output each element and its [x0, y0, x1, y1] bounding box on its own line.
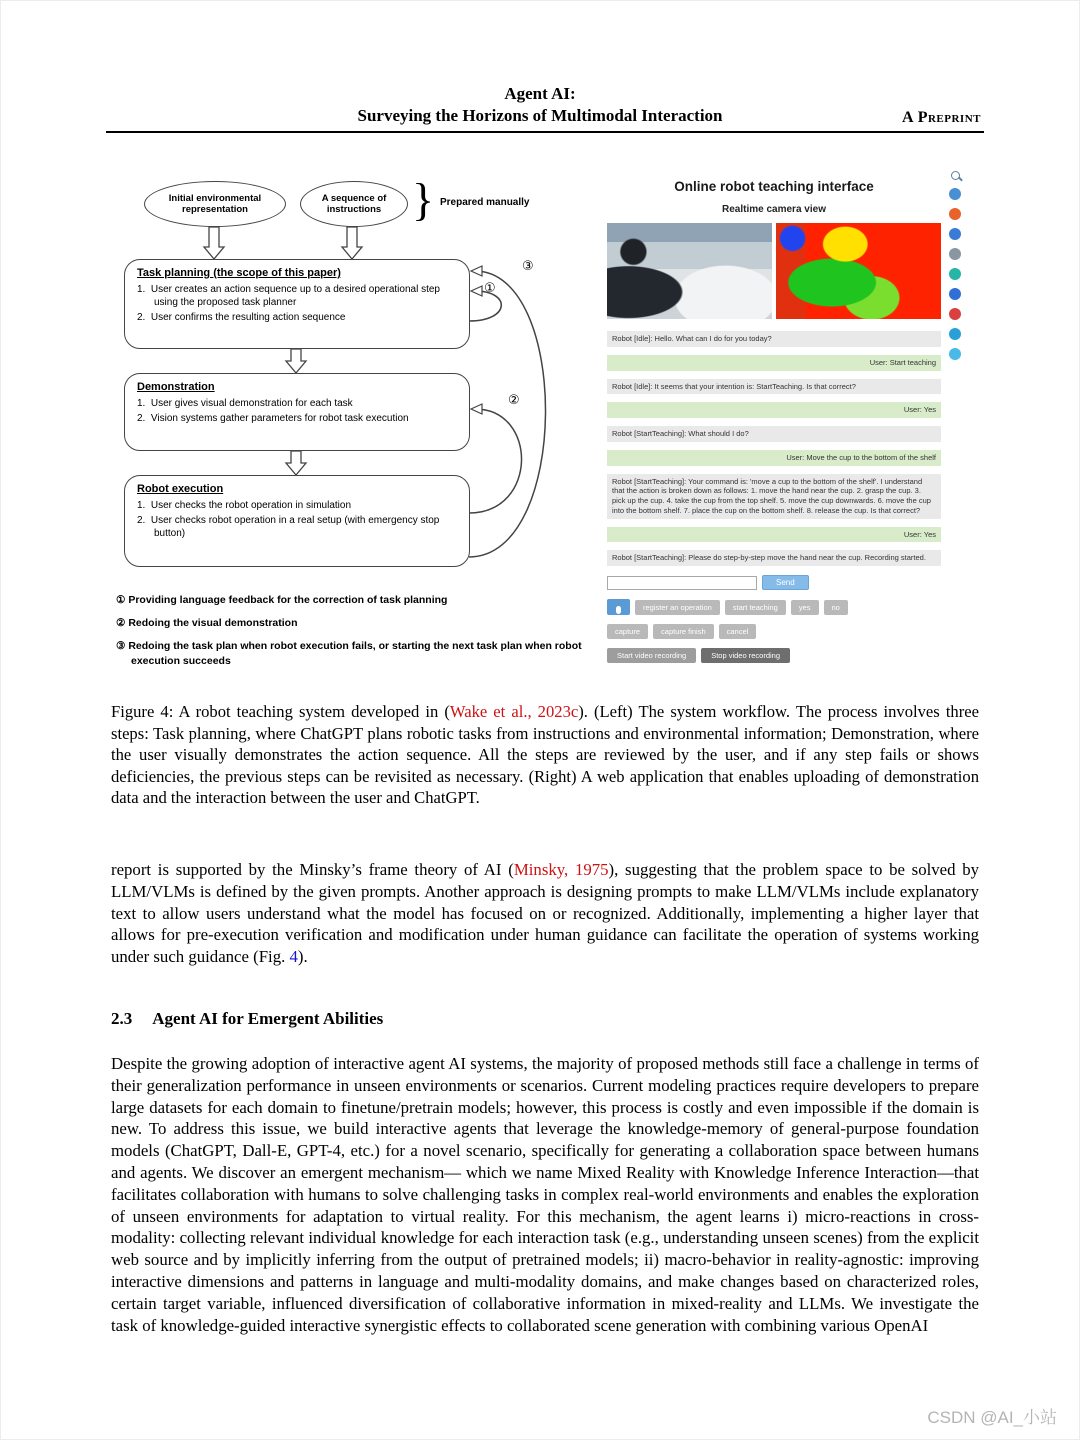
user-message: User: Yes [607, 402, 941, 418]
share-icon-7[interactable] [949, 308, 961, 320]
loop-label-2: ② [508, 393, 520, 408]
camera-views [607, 223, 941, 319]
user-message: User: Start teaching [607, 355, 941, 371]
register-operation-button[interactable]: register an operation [635, 600, 720, 615]
share-toolbar [945, 171, 965, 360]
demonstration-box [124, 373, 470, 451]
robot-execution-title: Robot execution [137, 483, 224, 495]
share-icon-3[interactable] [949, 228, 961, 240]
loop-label-3: ③ [522, 259, 534, 274]
demonstration-title: Demonstration [137, 381, 215, 393]
user-message: User: Yes [607, 527, 941, 543]
stop-video-recording-button[interactable]: Stop video recording [701, 648, 790, 663]
caption-text: ). (Left) The system workflow. The process involves three steps: Task planning, where ChatGPT plans robotic tasks from instructions and environmental information; Demonstration, where the user visually demonstrates the action sequence. All the steps are reviewed by the user, and if any step fails or shows deficiencies, the previous steps can be revisited as necessary. (Right) A web application that enables uploading of demonstration data and the interaction between the user and ChatGPT. [111, 702, 979, 807]
citation-link[interactable]: Minsky, 1975 [513, 860, 609, 879]
search-icon[interactable] [951, 171, 960, 180]
citation-link[interactable]: Wake et al., 2023c [449, 702, 579, 721]
input-node-environment-label: Initial environmental representation [168, 192, 262, 215]
input-node-environment [144, 181, 286, 227]
share-icon-2[interactable] [949, 208, 961, 220]
caption-text: Figure 4: A robot teaching system developed in ( [111, 702, 450, 721]
legend-item-1: ① Providing language feedback for the correction of task planning [116, 594, 448, 606]
share-icon-1[interactable] [949, 188, 961, 200]
record-button-row [607, 648, 941, 663]
send-button[interactable]: Send [762, 575, 809, 590]
share-icon-5[interactable] [949, 268, 961, 280]
paper-title: Agent AI: [504, 84, 576, 103]
prepared-manually-label: Prepared manually [440, 197, 530, 208]
chat-input-row [607, 575, 941, 590]
share-icon-4[interactable] [949, 248, 961, 260]
workflow-diagram [116, 175, 586, 677]
task-planning-item-2: 2. User confirms the resulting action sequence [137, 312, 346, 323]
robot-message: Robot [StartTeaching]: Please do step-by-step move the hand near the cup. Recording started. [607, 550, 941, 566]
preprint-label: A Preprint [902, 109, 981, 126]
share-icon-6[interactable] [949, 288, 961, 300]
task-planning-item-1: 1. User creates an action sequence up to a desired operational step using the proposed task planner [137, 284, 440, 308]
figure-reference-link[interactable]: 4 [289, 947, 298, 967]
chat-input[interactable] [607, 576, 757, 590]
input-node-instructions-label: A sequence of instructions [321, 192, 387, 215]
robot-message: Robot [StartTeaching]: What should I do? [607, 426, 941, 442]
brace-glyph: } [412, 174, 435, 225]
interface-title: Online robot teaching interface [674, 179, 874, 194]
robot-execution-item-1: 1. User checks the robot operation in simulation [137, 500, 351, 511]
section-number: 2.3 [111, 1009, 133, 1028]
robot-teaching-interface [607, 179, 941, 663]
robot-message: Robot [Idle]: It seems that your intention is: StartTeaching. Is that correct? [607, 379, 941, 395]
watermark: CSDN @AI_小站 [927, 1408, 1057, 1427]
loop-label-1: ① [484, 281, 496, 296]
paragraph-text: ), suggesting that the problem space to be solved by LLM/VLMs is defined by the given prompts. Another approach is designing prompts to make LLM/VLMs include explanatory text to allow users understand what the model has focused on or recognized. Additionally, implementing a higher layer that allows for pre-execution verification and modification under human guidance can facilitate the operation of systems working under such guidance (Fig. [111, 860, 979, 967]
diagram-legend [116, 593, 586, 668]
camera-depth-map [776, 223, 941, 319]
task-planning-title: Task planning (the scope of this paper) [137, 267, 341, 279]
start-teaching-button[interactable]: start teaching [725, 600, 786, 615]
workflow-diagram-canvas [116, 175, 586, 577]
legend-item-3: ③ Redoing the task plan when robot execution fails, or starting the next task plan when robot execution succeeds [116, 640, 582, 667]
input-node-instructions [300, 181, 408, 227]
yes-button[interactable]: yes [791, 600, 819, 615]
figure-caption [111, 701, 979, 809]
share-icon-9[interactable] [949, 348, 961, 360]
capture-finish-button[interactable]: capture finish [653, 624, 714, 639]
figure-4 [1, 169, 1080, 699]
section-heading [111, 1009, 383, 1029]
action-button-row [607, 599, 941, 615]
robot-execution-item-2: 2. User checks robot operation in a real setup (with emergency stop button) [137, 515, 440, 539]
body-paragraph-2: Despite the growing adoption of interactive agent AI systems, the majority of proposed methods still face a challenge in terms of their generalization performance in unseen environments or scenarios. Current modeling practices require developers to prepare large datasets for each domain to finetune/pretrain models; however, this process is costly and even impossible if the domain is new. To address this issue, we build interactive agents that leverage the knowledge-memory of general-purpose foundation models (ChatGPT, Dall-E, GPT-4, etc.) for a novel scenario, specifically for generating a collaboration space between humans and agents. We discover an emergent mechanism— which we name Mixed Reality with Knowledge Inference Interaction—that facilitates collaboration with humans to solve challenging tasks in complex real-world environments and enables the exploration of unseen environments for adaptation to virtual reality. For this mechanism, the agent learns i) micro-reactions in cross-modality: collecting relevant individual knowledge for each interaction task (e.g., understanding unseen scenes) from the explicit web source and by implicitly inferring from the output of pretrained models; ii) macro-behavior in reality-agnostic: improving interactive dimensions and patterns in language and multi-modality domains, and make changes based on characterized roles, certain target variable, influenced diversification of collaborative information in mixed-reality and LLMs. We investigate the task of knowledge-guided interactive synergistic effects to collaborated scene generation with combining various OpenAI [111, 1054, 979, 1335]
user-message: User: Move the cup to the bottom of the shelf [607, 450, 941, 466]
camera-photo [607, 223, 772, 319]
robot-message: Robot [Idle]: Hello. What can I do for you today? [607, 331, 941, 347]
capture-button[interactable]: capture [607, 624, 648, 639]
header-rule [106, 131, 984, 133]
paragraph-text: report is supported by the Minsky’s frame theory of AI ( [111, 860, 514, 879]
section-title: Agent AI for Emergent Abilities [152, 1009, 384, 1028]
no-button[interactable]: no [824, 600, 848, 615]
legend-item-2: ② Redoing the visual demonstration [116, 617, 298, 630]
mic-button[interactable] [607, 599, 630, 615]
demonstration-item-1: 1. User gives visual demonstration for each task [137, 398, 353, 409]
paragraph-text: ). [297, 947, 308, 967]
task-planning-box [124, 259, 470, 349]
cancel-button[interactable]: cancel [719, 624, 757, 639]
capture-button-row [607, 624, 941, 639]
paper-subtitle: Surveying the Horizons of Multimodal Interaction [357, 106, 723, 125]
start-video-recording-button[interactable]: Start video recording [607, 648, 696, 663]
microphone-icon [616, 606, 621, 614]
camera-view-label: Realtime camera view [722, 204, 826, 215]
chat-log [607, 331, 941, 566]
demonstration-item-2: 2. Vision systems gather parameters for robot task execution [137, 413, 409, 424]
robot-message: Robot [StartTeaching]: Your command is: 'move a cup to the bottom of the shelf'. I understand that the action is broken down as follows: 1. move the hand near the cup. 2. grasp the cup. 3. pick up the cup. 4. take the cup from the top shelf. 5. move the cup downwards. 6. move the cup into the bottom shelf. 7. place the cup on the bottom shelf. 8. release the cup. Is that correct? [607, 474, 941, 519]
body-paragraph-1 [111, 859, 979, 968]
robot-execution-box [124, 475, 470, 567]
share-icon-8[interactable] [949, 328, 961, 340]
